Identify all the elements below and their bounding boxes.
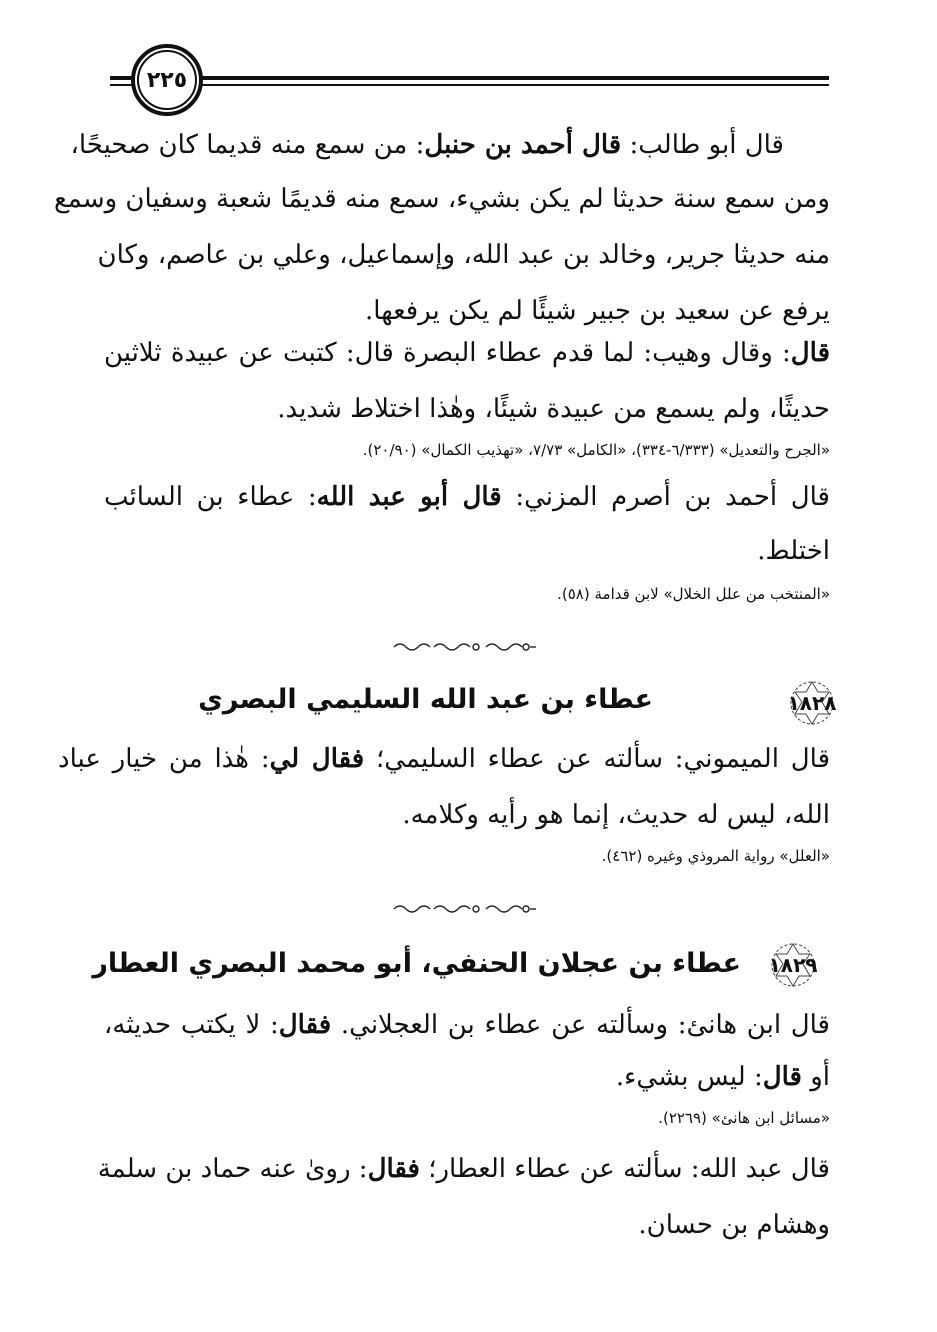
header-rule-thin (110, 84, 829, 86)
text-line: قال ابن هانئ: وسألته عن عطاء بن العجلاني. فقال: لا يكتب حديثه، (104, 1010, 830, 1040)
text-line: قال: وقال وهيب: لما قدم عطاء البصرة قال: كتبت عن عبيدة ثلاثين (104, 338, 830, 368)
paragraph-maymuni (58, 742, 831, 872)
entry-title-1829: عطاء بن عجلان الحنفي، أبو محمد البصري العطار (92, 948, 741, 979)
text-line: منه حديثا جرير، وخالد بن عبد الله، وإسماعيل، وعلي بن عاصم، وكان (97, 240, 830, 270)
header-rule-thick (110, 76, 829, 80)
text-line: قال أبو طالب: قال أحمد بن حنبل: من سمع منه قديما كان صحيحًا، (70, 130, 784, 160)
text-line: حديثًا، ولم يسمع من عبيدة شيئًا، وهٰذا اختلاط شديد. (277, 394, 830, 424)
entry-number-badge-1829 (770, 942, 816, 988)
text-line: قال عبد الله: سألته عن عطاء العطار؛ فقال: روىٰ عنه حماد بن سلمة (97, 1154, 830, 1184)
entry-number: ١٨٢٩ (768, 953, 818, 977)
text-line: اختلط. (757, 536, 830, 566)
page-number-badge (131, 44, 203, 116)
entry-title-1828: عطاء بن عبد الله السليمي البصري (198, 684, 653, 715)
text-line: أو قال: ليس بشيء. (615, 1062, 830, 1092)
text-line: وهشام بن حسان. (638, 1210, 830, 1240)
entry-number: ١٨٢٨ (787, 691, 837, 715)
paragraph-wuhayb (104, 336, 830, 466)
text-line: قال أحمد بن أصرم المزني: قال أبو عبد الله: عطاء بن السائب (104, 482, 830, 512)
text-line: الله، ليس له حديث، إنما هو رأيه وكلامه. (402, 800, 830, 830)
text-line: يرفع عن سعيد بن جبير شيئًا لم يكن يرفعها. (365, 296, 830, 326)
page-number: ٢٢٥ (137, 50, 197, 110)
paragraph-ahmad-ibn-hanbal (53, 128, 830, 328)
source-reference: «العلل» رواية المروذي وغيره (٤٦٢). (601, 847, 830, 865)
ornament-divider (390, 902, 540, 916)
paragraph-ahmad-ibn-asram (104, 480, 830, 610)
source-reference: «المنتخب من علل الخلال» لابن قدامة (٥٨). (557, 585, 830, 603)
paragraph-ibn-hani (97, 1008, 830, 1248)
text-line: قال الميموني: سألته عن عطاء السليمي؛ فقال لي: هٰذا من خيار عباد (58, 744, 831, 774)
source-reference: «مسائل ابن هانئ» (٢٢٦٩). (658, 1109, 830, 1127)
text-line: ومن سمع سنة حديثا لم يكن بشيء، سمع منه قديمًا شعبة وسفيان وسمع (53, 184, 830, 214)
ornament-divider (390, 640, 540, 654)
entry-number-badge-1828 (789, 680, 835, 726)
source-reference: «الجرح والتعديل» (٦/٣٣٣-٣٣٤)، «الكامل» ٧/٧٣، «تهذيب الكمال» (٢٠/٩٠). (362, 441, 830, 459)
